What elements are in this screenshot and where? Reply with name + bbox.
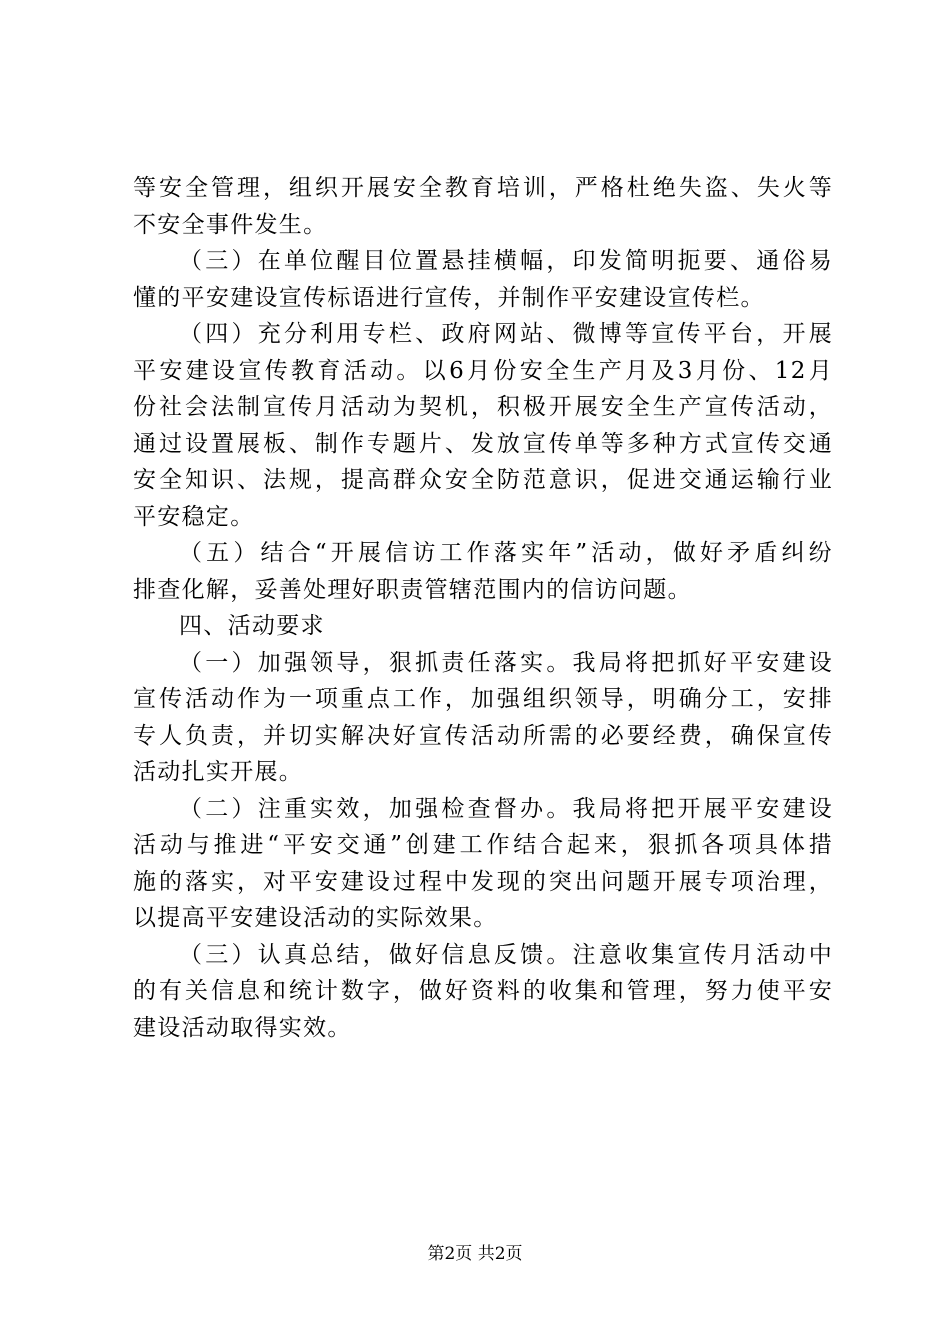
text-line: （三）认真总结，做好信息反馈。注意收集宣传月活动中 — [179, 941, 833, 968]
page-footer: 第2页 共2页 — [427, 1244, 523, 1264]
text-line: （一）加强领导，狠抓责任落实。我局将把抓好平安建设 — [179, 649, 833, 676]
text-line: （四）充分利用专栏、政府网站、微博等宣传平台，开展 — [179, 321, 833, 347]
text-line: 四、活动要求 — [179, 613, 325, 639]
text-line: （二）注重实效，加强检查督办。我局将把开展平安建设 — [179, 795, 833, 822]
text-line: 活动与推进“平安交通”创建工作结合起来，狠抓各项具体措 — [133, 832, 833, 858]
text-line: （五）结合“开展信访工作落实年”活动，做好矛盾纠纷 — [179, 540, 833, 566]
text-line: 等安全管理，组织开展安全教育培训，严格杜绝失盗、失火等 — [133, 175, 833, 201]
text-line: 份社会法制宣传月活动为契机，积极开展安全生产宣传活动， — [133, 394, 833, 420]
text-line: （三）在单位醒目位置悬挂横幅，印发简明扼要、通俗易 — [179, 248, 833, 274]
text-line: 建设活动取得实效。 — [133, 1014, 352, 1041]
text-line: 平安稳定。 — [133, 503, 255, 530]
text-line: 宣传活动作为一项重点工作，加强组织领导，明确分工，安排 — [133, 686, 833, 712]
text-line: 施的落实，对平安建设过程中发现的突出问题开展专项治理， — [133, 868, 833, 895]
text-line: 平安建设宣传教育活动。以6月份安全生产月及3月份、12月 — [133, 357, 833, 384]
text-line: 排查化解，妥善处理好职责管辖范围内的信访问题。 — [133, 576, 692, 603]
text-line: 专人负责，并切实解决好宣传活动所需的必要经费，确保宣传 — [133, 722, 833, 749]
text-line: 懂的平安建设宣传标语进行宣传，并制作平安建设宣传栏。 — [133, 284, 765, 311]
document-body — [133, 170, 833, 1046]
text-line: 的有关信息和统计数字，做好资料的收集和管理，努力使平安 — [133, 978, 833, 1004]
text-line: 通过设置展板、制作专题片、发放宣传单等多种方式宣传交通 — [133, 430, 833, 457]
text-line: 以提高平安建设活动的实际效果。 — [133, 905, 498, 931]
text-line: 安全知识、法规，提高群众安全防范意识，促进交通运输行业 — [133, 467, 833, 493]
text-line: 不安全事件发生。 — [133, 211, 328, 238]
text-line: 活动扎实开展。 — [133, 759, 304, 785]
